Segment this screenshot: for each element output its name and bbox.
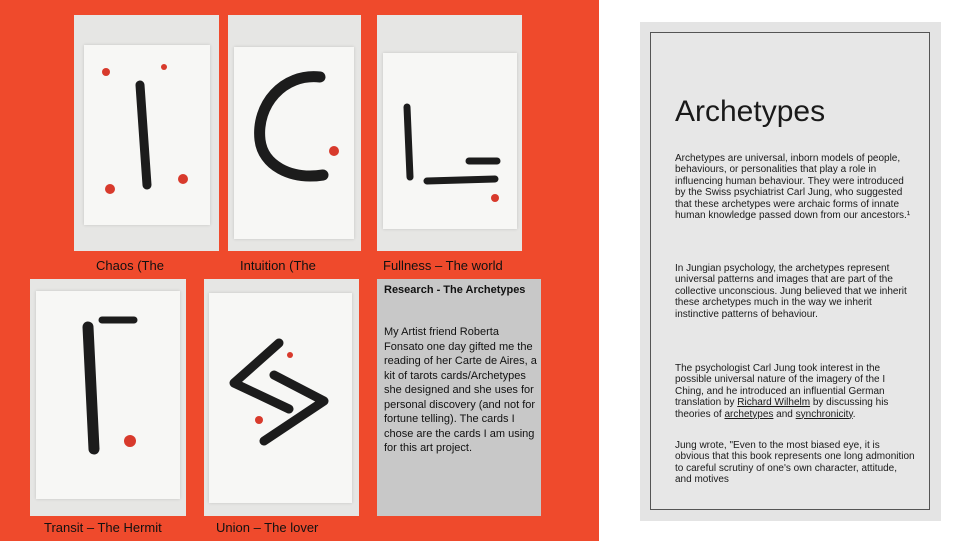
c-shape-glyph (228, 15, 361, 251)
caption-union: Union – The lover (216, 520, 319, 535)
caption-transit: Transit – The Hermit (44, 520, 162, 535)
research-text-box (377, 279, 541, 516)
archetypes-card (650, 32, 930, 510)
photo-transit-card (30, 279, 186, 516)
research-body: My Artist friend Roberta Fonsato one day gifted me the reading of her Carte de Aires, a kit of tarots cards/Archetypes she designed and she uses for personal discovery (and not for fortune telling). The cards I chose are the cards I am using for this art project. (384, 326, 537, 454)
link-richard-wilhelm[interactable]: Richard Wilhelm (737, 397, 811, 409)
link-archetypes[interactable]: archetypes (724, 408, 774, 420)
archetypes-title: Archetypes (675, 95, 826, 128)
right-info-panel (640, 22, 941, 521)
vertical-bar-glyph (74, 15, 219, 251)
i-ching-text-prefix: The psychologist Carl Jung took interest in the possible universal nature of the imagery of the I Ching, and he introduced an influential German translation by (675, 363, 886, 409)
photo-fullness-card (377, 15, 522, 251)
i-ching-text-end: . (852, 408, 856, 420)
double-chevron-glyph (204, 279, 359, 516)
paragraph-definition: Archetypes are universal, inborn models of people, behaviours, or personalities that play a role in influencing human behaviour. They were introduced by the Swiss psychiatrist Carl Jung, who suggested that these archetypes were archaic forms of innate human knowledge passed down from our ancestors.¹ (675, 153, 911, 222)
caption-fullness: Fullness – The world (383, 258, 503, 273)
research-title: Research - The Archetypes (384, 284, 526, 296)
paragraph-jung-quote: Jung wrote, "Even to the most biased eye, it is obvious that this book represents one long admonition to careful scrutiny of one's own character, attitude, and motives (675, 440, 915, 486)
l-shape-glyph (377, 15, 522, 251)
photo-intuition-card (228, 15, 361, 251)
paragraph-jungian: In Jungian psychology, the archetypes represent universal patterns and images that are part of the collective unconscious. Jung believed that we inherit these archetypes much in the way we inherit instinctive patterns of behaviour. (675, 263, 907, 320)
paragraph-i-ching (675, 363, 915, 420)
photo-chaos-card (74, 15, 219, 251)
i-ching-text-and: and (773, 408, 796, 420)
photo-union-card (204, 279, 359, 516)
caption-intuition: Intuition (The (240, 258, 316, 273)
caption-chaos: Chaos (The (96, 258, 164, 273)
link-synchronicity[interactable]: synchronicity (795, 408, 853, 420)
i-ching-text-mid: by discussing his theories of (675, 397, 889, 420)
gamma-shape-glyph (30, 279, 186, 516)
